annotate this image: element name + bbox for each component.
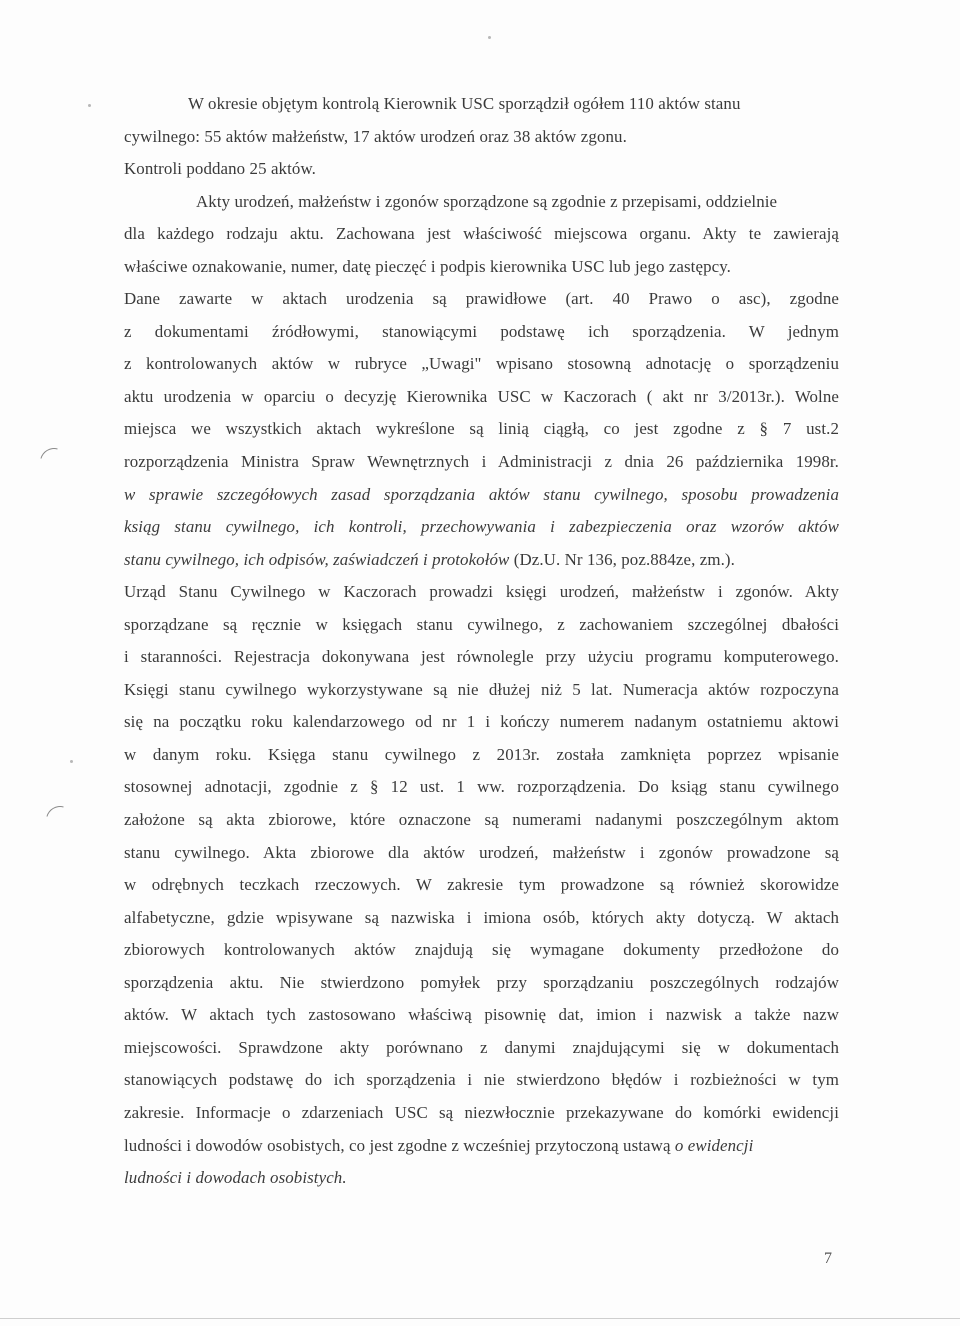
text-line	[124, 511, 839, 544]
text-line: Kontroli poddano 25 aktów.	[124, 159, 316, 179]
text-line: Księgi stanu cywilnego wykorzystywane są nie dłużej niż 5 lat. Numeracja aktów rozpoczyna	[124, 679, 839, 699]
text-line: z kontrolowanych aktów w rubryce „Uwagi" wpisano stosowną adnotację o sporządzeniu	[124, 354, 839, 374]
text-line	[124, 544, 839, 577]
text-line: dla każdego rodzaju aktu. Zachowana jest właściwość miejscowa organu. Akty te zawierają	[124, 224, 839, 244]
text-line: w odrębnych teczkach rzeczowych. W zakresie tym prowadzone są również skorowidze	[124, 875, 839, 895]
scan-speck	[70, 760, 73, 763]
text-line: stosownej adnotacji, zgodnie z § 12 ust. 1 ww. rozporządzenia. Do ksiąg stanu cywilnego	[124, 777, 839, 797]
text-line: Dane zawarte w aktach urodzenia są prawidłowe (art. 40 Prawo o asc), zgodne	[124, 289, 839, 309]
text-line: sporządzane są ręcznie w księgach stanu cywilnego, z zachowaniem szczególnej dbałości	[124, 614, 839, 634]
act-title-italic: stanu cywilnego, ich odpisów, zaświadczeń i protokołów	[124, 549, 510, 569]
text-line: ludności i dowodów osobistych, co jest zgodne z wcześniej przytoczoną ustawą o ewidencji	[124, 1135, 754, 1155]
text-line: miejscowości. Sprawdzone akty porównano z danymi znajdującymi się w dokumentach	[124, 1037, 839, 1057]
text-line: i staranności. Rejestracja dokonywana jest równolegle przy użyciu programu komputerowego.	[124, 647, 839, 667]
text-line: Akty urodzeń, małżeństw i zgonów sporządzone są zgodnie z przepisami, oddzielnie	[196, 191, 778, 211]
scan-edge-rule	[0, 1318, 960, 1319]
text-line: rozporządzenia Ministra Spraw Wewnętrznych i Administracji z dnia 26 października 1998r.	[124, 452, 839, 472]
text-line: w danym roku. Księga stanu cywilnego z 2013r. została zamknięta poprzez wpisanie	[124, 744, 839, 764]
act-title-italic: o ewidencji	[674, 1135, 754, 1155]
journal-reference: (Dz.U. Nr 136, poz.884ze, zm.).	[509, 549, 735, 569]
page-number: 7	[824, 1250, 832, 1267]
text-line: miejsca we wszystkich aktach wykreślone są linią ciągłą, co jest zgodne z § 7 ust.2	[124, 419, 839, 439]
scan-speck	[488, 36, 491, 39]
text-line: z dokumentami źródłowymi, stanowiącymi podstawę ich sporządzenia. W jednym	[124, 321, 839, 341]
text-line: sporządzenia aktu. Nie stwierdzono pomyłek przy sporządzaniu poszczególnych rodzajów	[124, 972, 839, 992]
text-line: cywilnego: 55 aktów małżeństw, 17 aktów urodzeń oraz 38 aktów zgonu.	[124, 126, 627, 146]
text-line: się na początku roku kalendarzowego od nr 1 i kończy numerem nadanym ostatniemu aktowi	[124, 712, 839, 732]
text-line: stanu cywilnego. Akta zbiorowe dla aktów urodzeń, małżeństw i zgonów prowadzone są	[124, 842, 839, 862]
scan-speck	[88, 104, 91, 107]
text-line: zbiorowych kontrolowanych aktów znajdują się wymagane dokumenty przedłożone do	[124, 940, 839, 960]
text-line: aktów. W aktach tych zastosowano właściwą pisownię dat, imion i nazwisk a także nazw	[124, 1005, 839, 1025]
punch-hole-mark	[41, 801, 79, 839]
punch-hole-mark	[35, 443, 73, 481]
text-line: założone są akta zbiorowe, które oznaczone są numerami nadanymi poszczególnym aktom	[124, 810, 839, 830]
text-line: stanowiących podstawę do ich sporządzenia i nie stwierdzono błędów i rozbieżności w tym	[124, 1070, 839, 1090]
text-line	[124, 479, 839, 512]
text-line: Urząd Stanu Cywilnego w Kaczorach prowadzi księgi urodzeń, małżeństw i zgonów. Akty	[124, 582, 839, 602]
body-text	[124, 88, 839, 1195]
act-title-italic: ksiąg stanu cywilnego, ich kontroli, przechowywania i zabezpieczenia oraz wzorów aktów	[124, 517, 839, 537]
text-line: właściwe oznakowanie, numer, datę pieczęć i podpis kierownika USC lub jego zastępcy.	[124, 256, 731, 276]
act-title-italic: ludności i dowodach osobistych.	[124, 1168, 347, 1188]
text-line: aktu urodzenia w oparciu o decyzję Kierownika USC w Kaczorach ( akt nr 3/2013r.). Wolne	[124, 386, 839, 406]
text-line: W okresie objętym kontrolą Kierownik USC sporządził ogółem 110 aktów stanu	[188, 94, 741, 113]
text-line: zakresie. Informacje o zdarzeniach USC są niezwłocznie przekazywane do komórki ewidencji	[124, 1102, 839, 1122]
act-title-italic: w sprawie szczegółowych zasad sporządzania aktów stanu cywilnego, sposobu prowadzenia	[124, 484, 839, 504]
text-line: alfabetyczne, gdzie wpisywane są nazwiska i imiona osób, których akty dotyczą. W aktach	[124, 907, 839, 927]
text-line	[124, 1162, 839, 1195]
